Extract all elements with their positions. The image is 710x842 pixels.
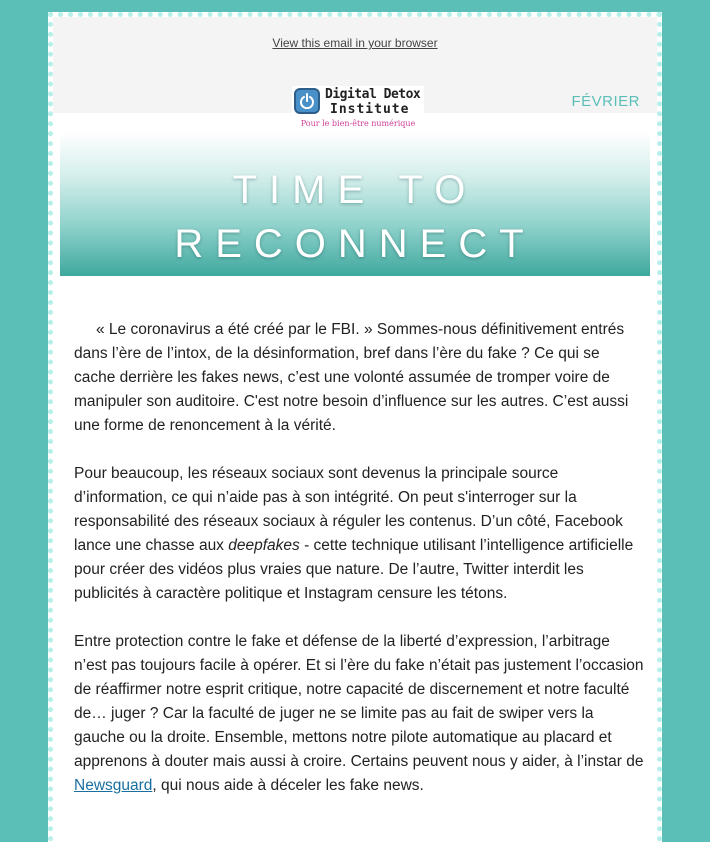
banner-title-line2: RECONNECT [174, 222, 536, 266]
newsguard-link[interactable]: Newsguard [74, 777, 153, 794]
logo-title-line2: Institute [330, 102, 410, 117]
paragraph-3 [74, 630, 644, 798]
paragraph-2 [74, 462, 644, 606]
deepfakes-term: deepfakes [228, 537, 300, 554]
banner-title-line1: TIME TO [232, 168, 478, 212]
email-body [74, 318, 644, 822]
digital-detox-logo[interactable] [292, 86, 424, 132]
issue-month: FÉVRIER [571, 93, 640, 110]
logo-tagline: Pour le bien-être numérique [300, 119, 416, 128]
view-in-browser-link[interactable]: View this email in your browser [272, 36, 438, 50]
paragraph-2-text-b: - cette technique utilisant l’intelligence artificielle pour créer des vidéos plus vraies que nature. De l’autre, Twitter interdit les publicités à caractère politique et Instagram censure les tétons. [74, 537, 634, 602]
paragraph-1-text: « Le coronavirus a été créé par le FBI. » Sommes-nous définitivement entrés dans l’ère de l’intox, de la désinformation, bref dans l’ère du fake ? Ce qui se cache derrière les fakes news, c’est une volonté assumée de tromper voire de manipuler son auditoire. C'est notre besoin d’influence sur les autres. C’est aussi une forme de renoncement à la vérité. [74, 321, 629, 434]
power-icon [294, 88, 320, 114]
paragraph-3-text-b: , qui nous aide à déceler les fake news. [152, 777, 424, 794]
paragraph-1 [74, 318, 644, 438]
paragraph-3-text-a: Entre protection contre le fake et défense de la liberté d’expression, l’arbitrage n’est pas toujours facile à opérer. Et si l’ère du fake n’était pas justement l’occasion de réaffirmer notre esprit critique, notre capacité de discernement et notre faculté de… juger ? Car la faculté de juger ne se limite pas au fait de swiper vers la gauche ou la droite. Ensemble, mettons notre pilote automatique au placard et apprenons à douter mais aussi à croire. Certains peuvent nous y aider, à l’instar de [74, 633, 644, 770]
hero-banner [60, 132, 650, 276]
logo-title-line1: Digital Detox [325, 87, 421, 102]
paragraph-2-text-a: Pour beaucoup, les réseaux sociaux sont devenus la principale source d’information, ce qui n’aide pas à son intégrité. On peut s'interroger sur la responsabilité des réseaux sociaux à réguler les contenus. D’un côté, Facebook lance une chasse aux [74, 465, 623, 554]
